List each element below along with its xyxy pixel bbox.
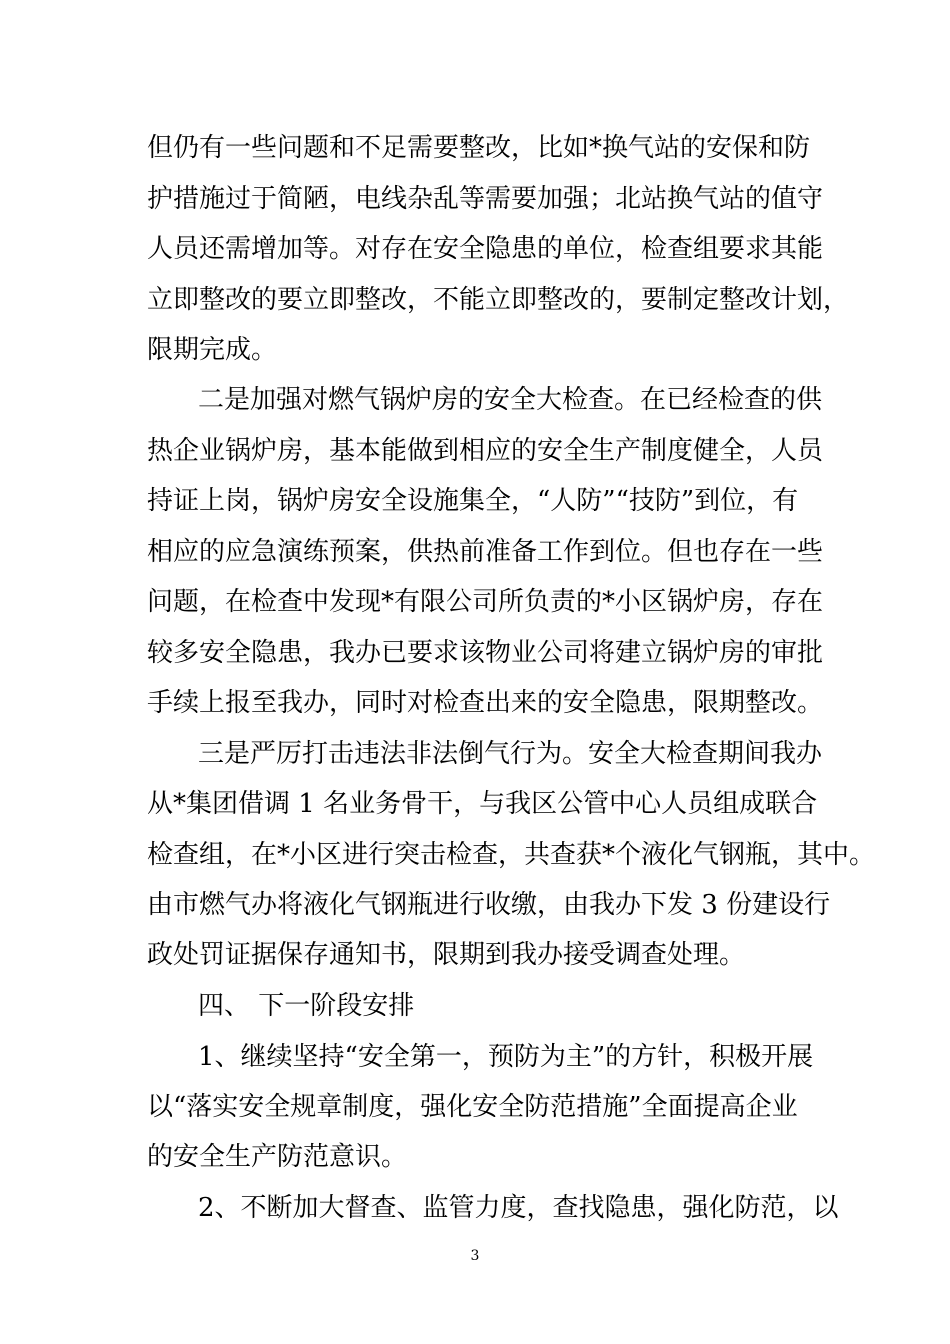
section-heading: 四、 下一阶段安排 (198, 991, 415, 1021)
body-line-11: 较多安全隐患，我办已要求该物业公司将建立锅炉房的审批 (147, 638, 824, 668)
body-line-16: 由市燃气办将液化气钢瓶进行收缴，由我办下发 3 份建设行 (147, 890, 831, 920)
body-line-20: 以“落实安全规章制度，强化安全防范措施”全面提高企业 (147, 1092, 798, 1122)
body-line-22: 2、不断加大督查、监管力度，查找隐患，强化防范，以 (198, 1193, 839, 1223)
body-line-12: 手续上报至我办，同时对检查出来的安全隐患，限期整改。 (147, 688, 824, 718)
body-line-21: 的安全生产防范意识。 (147, 1142, 408, 1172)
body-line-8: 持证上岗，锅炉房安全设施集全，“人防”“技防”到位，有 (147, 486, 799, 516)
body-line-9: 相应的应急演练预案，供热前准备工作到位。但也存在一些 (147, 537, 824, 567)
body-line-14: 从*集团借调 1 名业务骨干，与我区公管中心人员组成联合 (147, 789, 818, 819)
body-line-4: 立即整改的要立即整改，不能立即整改的，要制定整改计划， (147, 285, 850, 315)
body-line-10: 问题，在检查中发现*有限公司所负责的*小区锅炉房，存在 (147, 587, 824, 617)
body-line-19: 1、继续坚持“安全第一，预防为主”的方针，积极开展 (198, 1042, 814, 1072)
body-line-6: 二是加强对燃气锅炉房的安全大检查。在已经检查的供 (198, 385, 823, 415)
body-line-15: 检查组，在*小区进行突击检查，共查获*个液化气钢瓶，其中。 (147, 840, 876, 870)
body-line-7: 热企业锅炉房，基本能做到相应的安全生产制度健全，人员 (147, 436, 824, 466)
body-line-2: 护措施过于简陋，电线杂乱等需要加强；北站换气站的值守 (147, 184, 824, 214)
body-line-5: 限期完成。 (147, 335, 278, 365)
body-line-3: 人员还需增加等。对存在安全隐患的单位，检查组要求其能 (147, 234, 824, 264)
page-number: 3 (470, 1248, 480, 1264)
body-line-1: 但仍有一些问题和不足需要整改，比如*换气站的安保和防 (147, 133, 811, 163)
body-line-13: 三是严厉打击违法非法倒气行为。安全大检查期间我办 (198, 739, 823, 769)
body-line-17: 政处罚证据保存通知书，限期到我办接受调查处理。 (147, 940, 746, 970)
